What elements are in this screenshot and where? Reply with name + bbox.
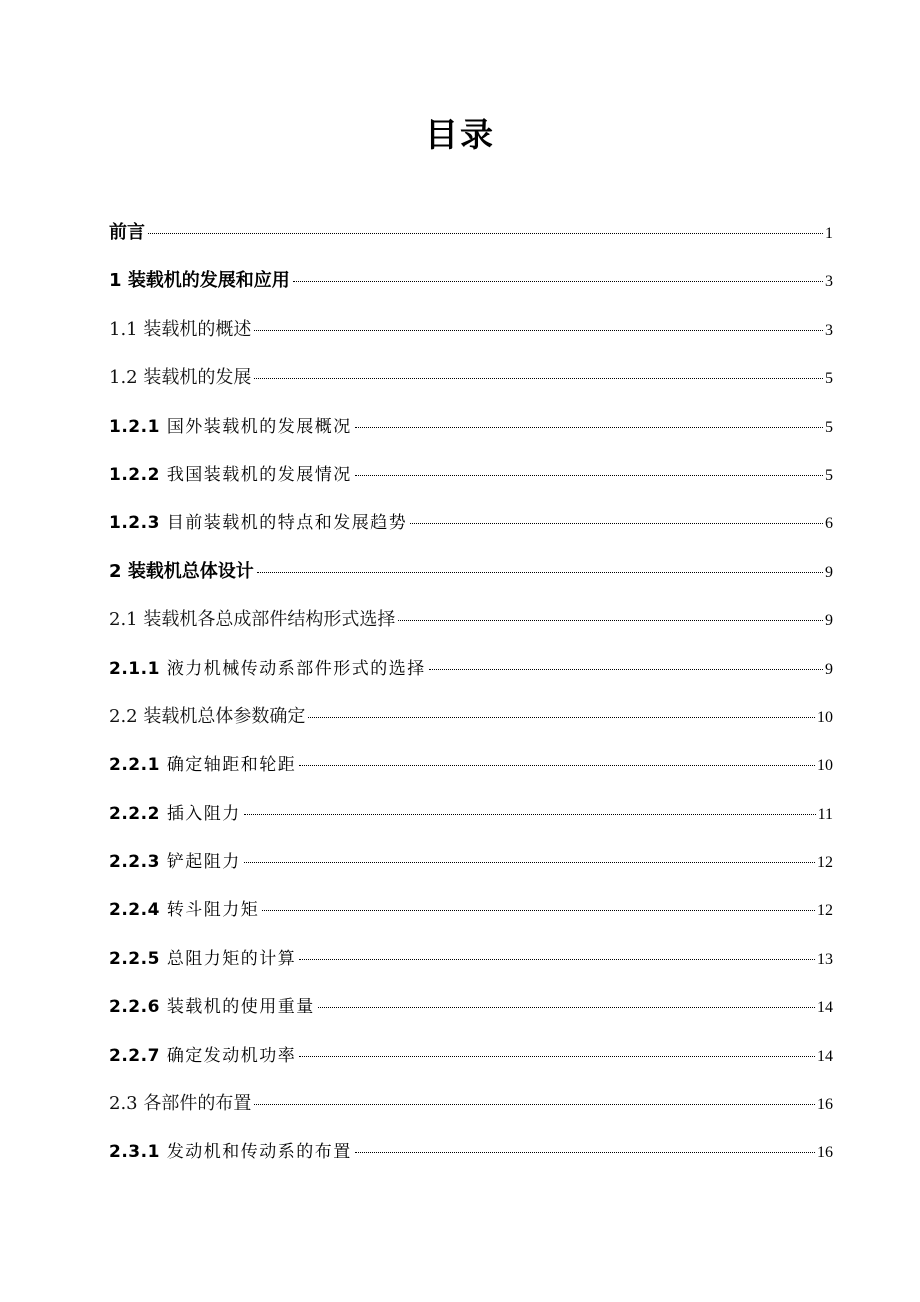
toc-entry-number: 2.1 xyxy=(109,609,138,631)
toc-entry-title: 前言 xyxy=(109,222,145,243)
toc-entry-title: 目前装载机的特点和发展趋势 xyxy=(166,513,408,534)
toc-entry[interactable] xyxy=(109,596,833,644)
toc-entry-number: 2.2.4 xyxy=(109,900,160,921)
toc-entry-number: 1.1 xyxy=(109,318,138,340)
toc-entry-label xyxy=(109,693,305,741)
toc-entry-title: 装载机的发展和应用 xyxy=(127,270,290,292)
toc-entry-number: 2.3.1 xyxy=(109,1142,160,1163)
toc-entry-label xyxy=(109,1128,352,1176)
toc-page-number: 14 xyxy=(817,999,833,1017)
toc-page-number: 10 xyxy=(817,757,833,775)
toc-page-number: 5 xyxy=(825,370,833,388)
toc-dot-leader xyxy=(262,910,815,911)
toc-entry-title: 确定轴距和轮距 xyxy=(166,755,297,776)
toc-entry-label xyxy=(109,306,251,354)
toc-entry-title: 各部件的布置 xyxy=(143,1093,252,1115)
toc-entry-title: 装载机总体参数确定 xyxy=(143,705,306,727)
toc-entry-label xyxy=(109,548,254,596)
toc-entry[interactable] xyxy=(109,257,833,305)
toc-entry-title: 我国装载机的发展情况 xyxy=(166,464,352,485)
toc-entry[interactable] xyxy=(109,209,833,257)
toc-dot-leader xyxy=(308,717,815,718)
toc-entry-number: 2 xyxy=(109,560,122,582)
toc-page-number: 11 xyxy=(817,805,833,823)
toc-page-number: 1 xyxy=(825,225,833,242)
toc-entry[interactable] xyxy=(109,983,833,1031)
toc-entry-number: 1.2.1 xyxy=(109,416,160,437)
toc-entry-number: 2.2 xyxy=(109,705,138,727)
toc-dot-leader xyxy=(355,475,823,476)
toc-entry-number: 2.2.1 xyxy=(109,755,160,776)
toc-entry[interactable] xyxy=(109,1032,833,1080)
toc-entry-label xyxy=(109,1032,296,1080)
toc-page-number: 6 xyxy=(825,515,833,533)
toc-dot-leader xyxy=(254,1104,815,1105)
toc-entry-number: 2.2.2 xyxy=(109,803,160,824)
toc-entry-number: 2.2.7 xyxy=(109,1045,160,1066)
toc-entry-number: 2.1.1 xyxy=(109,658,160,679)
toc-dot-leader xyxy=(299,1056,815,1057)
toc-dot-leader xyxy=(355,1152,815,1153)
toc-page-number: 16 xyxy=(817,1144,833,1162)
toc-page-number: 16 xyxy=(817,1096,833,1114)
toc-entry-title: 装载机的发展 xyxy=(143,367,252,389)
toc-entry[interactable] xyxy=(109,838,833,886)
toc-entry[interactable] xyxy=(109,886,833,934)
toc-page-number: 5 xyxy=(825,418,833,436)
toc-page-number: 12 xyxy=(817,854,833,872)
toc-entry-number: 2.3 xyxy=(109,1093,138,1115)
toc-entry-label xyxy=(109,935,296,983)
toc-entry-label xyxy=(109,645,426,693)
toc-entry[interactable] xyxy=(109,741,833,789)
toc-entry-number: 2.2.3 xyxy=(109,852,160,873)
toc-dot-leader xyxy=(429,669,823,670)
toc-page-number: 14 xyxy=(817,1047,833,1065)
toc-dot-leader xyxy=(254,378,823,379)
toc-dot-leader xyxy=(254,330,823,331)
toc-entry-title: 总阻力矩的计算 xyxy=(166,948,297,969)
toc-entry-title: 转斗阻力矩 xyxy=(166,900,260,921)
toc-entry-title: 国外装载机的发展概况 xyxy=(166,416,352,437)
toc-dot-leader xyxy=(244,814,816,815)
toc-entry[interactable] xyxy=(109,354,833,402)
toc-dot-leader xyxy=(299,765,815,766)
toc-entry[interactable] xyxy=(109,499,833,547)
toc-entry[interactable] xyxy=(109,935,833,983)
toc-page-number: 12 xyxy=(817,902,833,920)
toc-entry-title: 发动机和传动系的布置 xyxy=(166,1142,352,1163)
toc-entry[interactable] xyxy=(109,306,833,354)
toc-entry[interactable] xyxy=(109,548,833,596)
toc-entry-title: 装载机的使用重量 xyxy=(166,997,315,1018)
toc-entry-title: 装载机各总成部件结构形式选择 xyxy=(143,609,396,631)
toc-entry-number: 1.2.3 xyxy=(109,513,160,534)
page-title: 目录 xyxy=(425,115,495,154)
toc-dot-leader xyxy=(318,1007,815,1008)
toc-entry[interactable] xyxy=(109,645,833,693)
toc-entry-label xyxy=(109,886,259,934)
toc-entry-label xyxy=(109,790,241,838)
toc-dot-leader xyxy=(148,233,823,234)
toc-entry-number: 2.2.6 xyxy=(109,997,160,1018)
toc-entry[interactable] xyxy=(109,1128,833,1176)
toc-entry-title: 液力机械传动系部件形式的选择 xyxy=(166,658,426,679)
toc-entry-title: 装载机的概述 xyxy=(143,318,252,340)
toc-dot-leader xyxy=(244,862,815,863)
toc-entry[interactable] xyxy=(109,790,833,838)
toc-page-number: 3 xyxy=(825,273,833,291)
toc-entry-title: 铲起阻力 xyxy=(166,852,241,873)
toc-entry-label xyxy=(109,209,145,257)
toc-entry-label xyxy=(109,499,407,547)
toc-page-number: 9 xyxy=(825,612,833,630)
toc-entry[interactable] xyxy=(109,1080,833,1128)
toc-entry-title: 插入阻力 xyxy=(166,803,241,824)
toc-entry-number: 1 xyxy=(109,270,122,292)
toc-page-number: 5 xyxy=(825,466,833,484)
toc-entry-title: 确定发动机功率 xyxy=(166,1045,297,1066)
toc-page-number: 9 xyxy=(825,660,833,678)
toc-entry-label xyxy=(109,741,296,789)
toc-page-number: 10 xyxy=(817,708,833,726)
toc-entry-label xyxy=(109,354,251,402)
toc-page-number: 3 xyxy=(825,321,833,339)
toc-entry-label xyxy=(109,257,290,305)
toc-entry-label xyxy=(109,838,241,886)
toc-entry-label xyxy=(109,1080,251,1128)
toc-entry-number: 2.2.5 xyxy=(109,948,160,969)
toc-dot-leader xyxy=(410,523,823,524)
toc-dot-leader xyxy=(398,620,823,621)
toc-dot-leader xyxy=(257,572,823,573)
toc-page-number: 9 xyxy=(825,563,833,581)
toc-dot-leader xyxy=(299,959,815,960)
toc-entry-label xyxy=(109,596,395,644)
toc-entry-number: 1.2 xyxy=(109,367,138,389)
toc-entry[interactable] xyxy=(109,403,833,451)
toc-dot-leader xyxy=(355,427,823,428)
toc-page-number: 13 xyxy=(817,950,833,968)
toc-dot-leader xyxy=(293,281,823,282)
toc-entry-label xyxy=(109,403,352,451)
toc-entry-label xyxy=(109,983,315,1031)
toc-entry[interactable] xyxy=(109,451,833,499)
table-of-contents xyxy=(109,209,833,1177)
toc-entry-number: 1.2.2 xyxy=(109,464,160,485)
toc-entry-title: 装载机总体设计 xyxy=(127,560,254,582)
toc-entry-label xyxy=(109,451,352,499)
toc-entry[interactable] xyxy=(109,693,833,741)
